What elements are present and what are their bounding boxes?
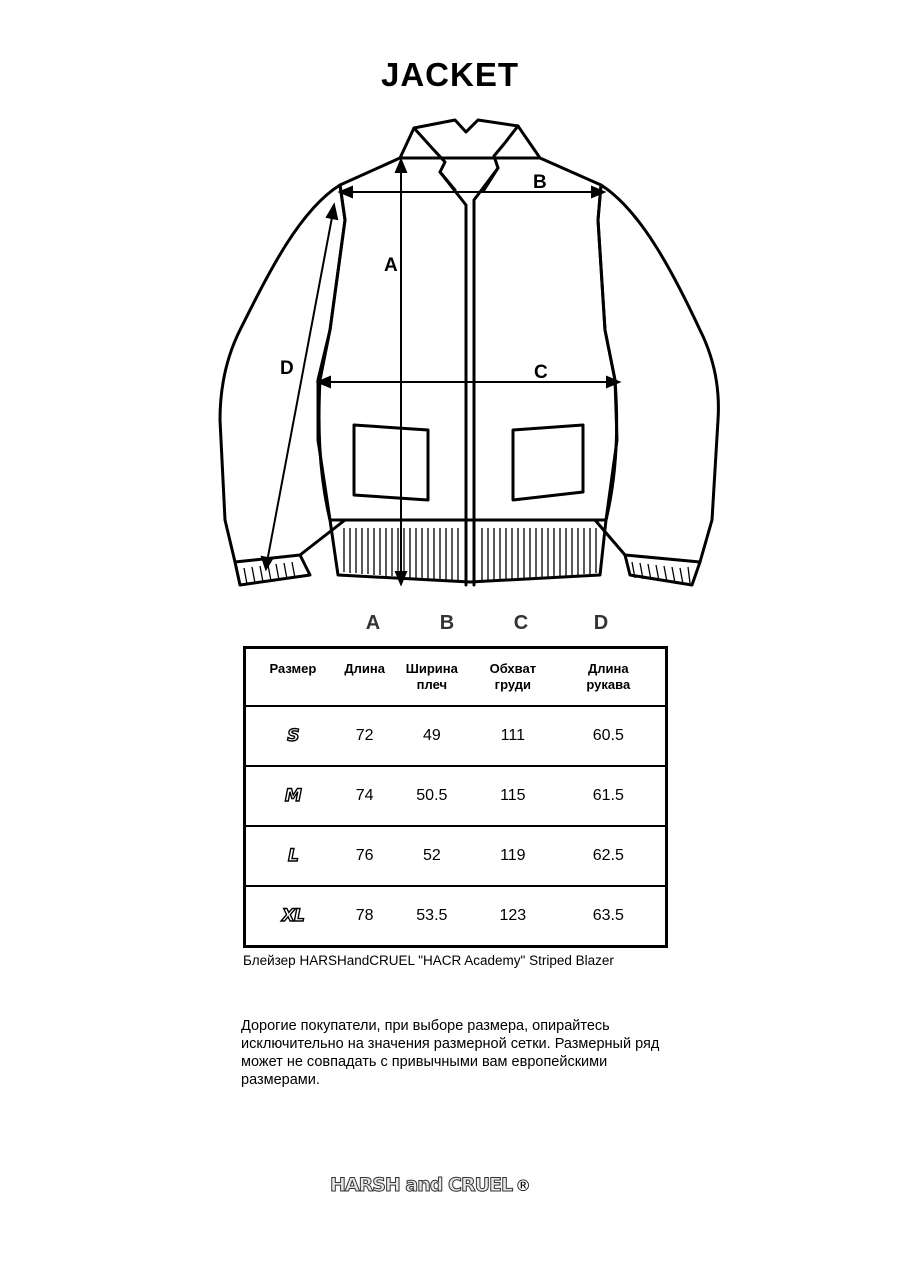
cell-shoulder-width: 50.5 xyxy=(390,766,474,826)
dim-line-d xyxy=(267,212,333,562)
header-shoulder-width: Ширина плеч xyxy=(405,661,458,692)
brand-logo: HARSH and CRUEL ® xyxy=(330,1174,531,1196)
cell-shoulder-width: 49 xyxy=(390,706,474,766)
dim-label-c: C xyxy=(534,362,548,383)
dim-label-a: A xyxy=(384,255,398,276)
column-letters xyxy=(0,612,900,636)
dim-label-b: B xyxy=(533,172,547,193)
jacket-waistband xyxy=(330,520,606,582)
page-title: JACKET xyxy=(380,56,520,93)
header-size: Размер xyxy=(269,661,317,676)
column-letter-a: A xyxy=(365,612,381,634)
cell-shoulder-width: 52 xyxy=(390,826,474,886)
cell-sleeve-length: 62.5 xyxy=(552,826,667,886)
size-label: XL xyxy=(281,906,304,926)
jacket-right-sleeve xyxy=(595,185,718,562)
cell-sleeve-length: 63.5 xyxy=(552,886,667,947)
header-length: Длина xyxy=(344,661,385,676)
jacket-diagram xyxy=(0,0,900,600)
left-pocket xyxy=(354,425,428,500)
product-caption: Блейзер HARSHandCRUEL "HACR Academy" Striped Blazer xyxy=(243,953,614,968)
table-row xyxy=(245,706,667,766)
header-chest: Обхват груди xyxy=(489,661,537,692)
cell-sleeve-length: 61.5 xyxy=(552,766,667,826)
size-note: Дорогие покупатели, при выборе размера, опирайтесь исключительно на значения размерной сетки. Размерный ряд может не совпадать с привычными вам европейскими размерами. xyxy=(241,1018,660,1088)
size-label: S xyxy=(287,726,299,746)
table-row xyxy=(245,766,667,826)
cell-shoulder-width: 53.5 xyxy=(390,886,474,947)
right-pocket xyxy=(513,425,583,500)
cell-length: 74 xyxy=(340,766,390,826)
dim-label-d: D xyxy=(280,358,294,379)
cell-length: 78 xyxy=(340,886,390,947)
column-letter-b: B xyxy=(439,612,455,634)
column-letter-d: D xyxy=(593,612,609,634)
column-letter-c: C xyxy=(513,612,529,634)
table-row xyxy=(245,886,667,947)
cell-sleeve-length: 60.5 xyxy=(552,706,667,766)
cell-chest: 123 xyxy=(474,886,552,947)
cell-chest: 119 xyxy=(474,826,552,886)
cell-chest: 115 xyxy=(474,766,552,826)
table-header-row xyxy=(245,648,667,707)
cell-length: 72 xyxy=(340,706,390,766)
size-label: L xyxy=(287,846,298,866)
cell-chest: 111 xyxy=(474,706,552,766)
table-row xyxy=(245,826,667,886)
header-sleeve-length: Длина рукава xyxy=(586,661,631,692)
cell-length: 76 xyxy=(340,826,390,886)
size-table xyxy=(243,646,668,948)
size-label: M xyxy=(284,786,301,806)
